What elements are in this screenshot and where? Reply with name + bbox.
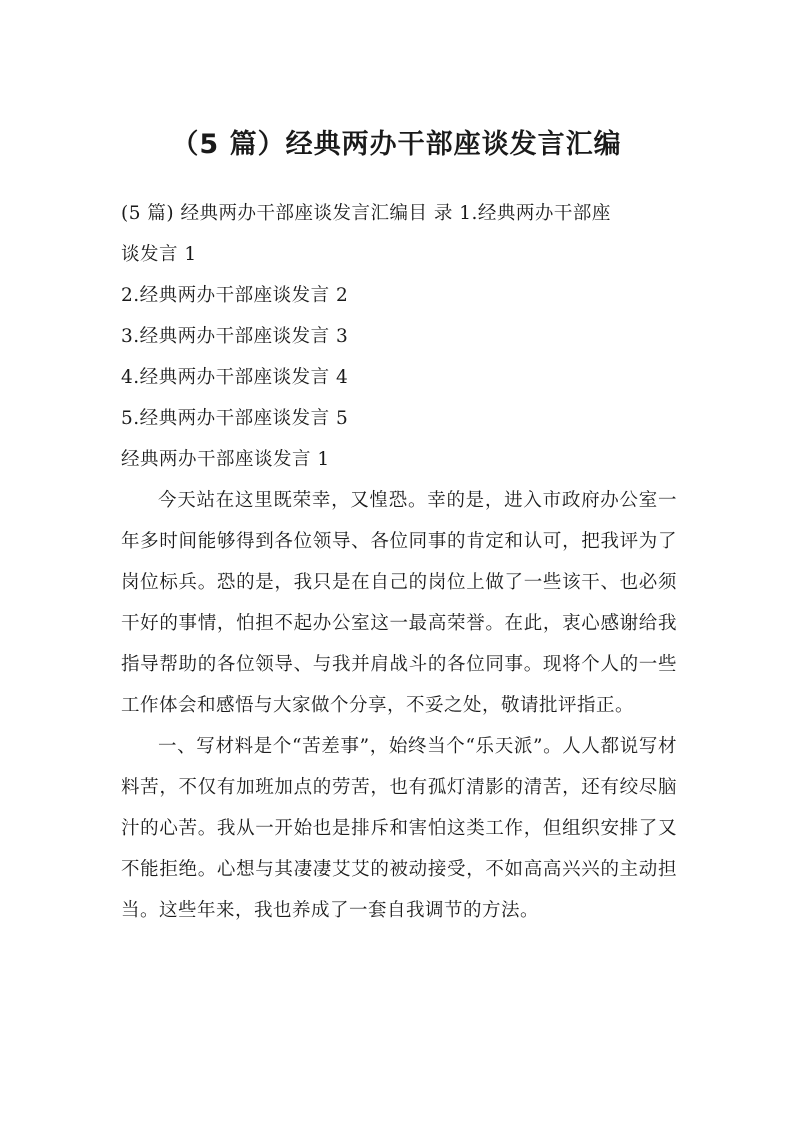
toc-intro: (5 篇) 经典两办干部座谈发言汇编目 录 1.经典两办干部座: [121, 203, 611, 224]
body-paragraph: 今天站在这里既荣幸，又惶恐。幸的是，进入市政府办公室一年多时间能够得到各位领导、各位同事的肯定和认可，把我评为了岗位标兵。恐的是，我只是在自己的岗位上做了一些该干、也必须干好的事情，怕担不起办公室这一最高荣誉。在此，衷心感谢给我指导帮助的各位领导、与我并肩战斗的各位同事。现将个人的一些工作体会和感悟与大家做个分享，不妥之处，敬请批评指正。: [121, 490, 677, 716]
toc-item: 3.经典两办干部座谈发言 3: [121, 326, 349, 347]
toc-intro-continued: 谈发言 1: [121, 244, 197, 265]
toc-item: 4.经典两办干部座谈发言 4: [121, 367, 349, 388]
document-title: （5 篇）经典两办干部座谈发言汇编: [171, 129, 622, 160]
toc-item: 5.经典两办干部座谈发言 5: [121, 408, 349, 429]
document-body: [121, 193, 677, 931]
section-heading: 经典两办干部座谈发言 1: [121, 449, 330, 470]
toc-item: 2.经典两办干部座谈发言 2: [121, 285, 349, 306]
body-paragraph: 一、写材料是个“苦差事”，始终当个“乐天派”。人人都说写材料苦，不仅有加班加点的劳苦，也有孤灯清影的清苦，还有绞尽脑汁的心苦。我从一开始也是排斥和害怕这类工作，但组织安排了又不能拒绝。心想与其凄凄艾艾的被动接受，不如高高兴兴的主动担当。这些年来，我也养成了一套自我调节的方法。: [121, 736, 677, 921]
